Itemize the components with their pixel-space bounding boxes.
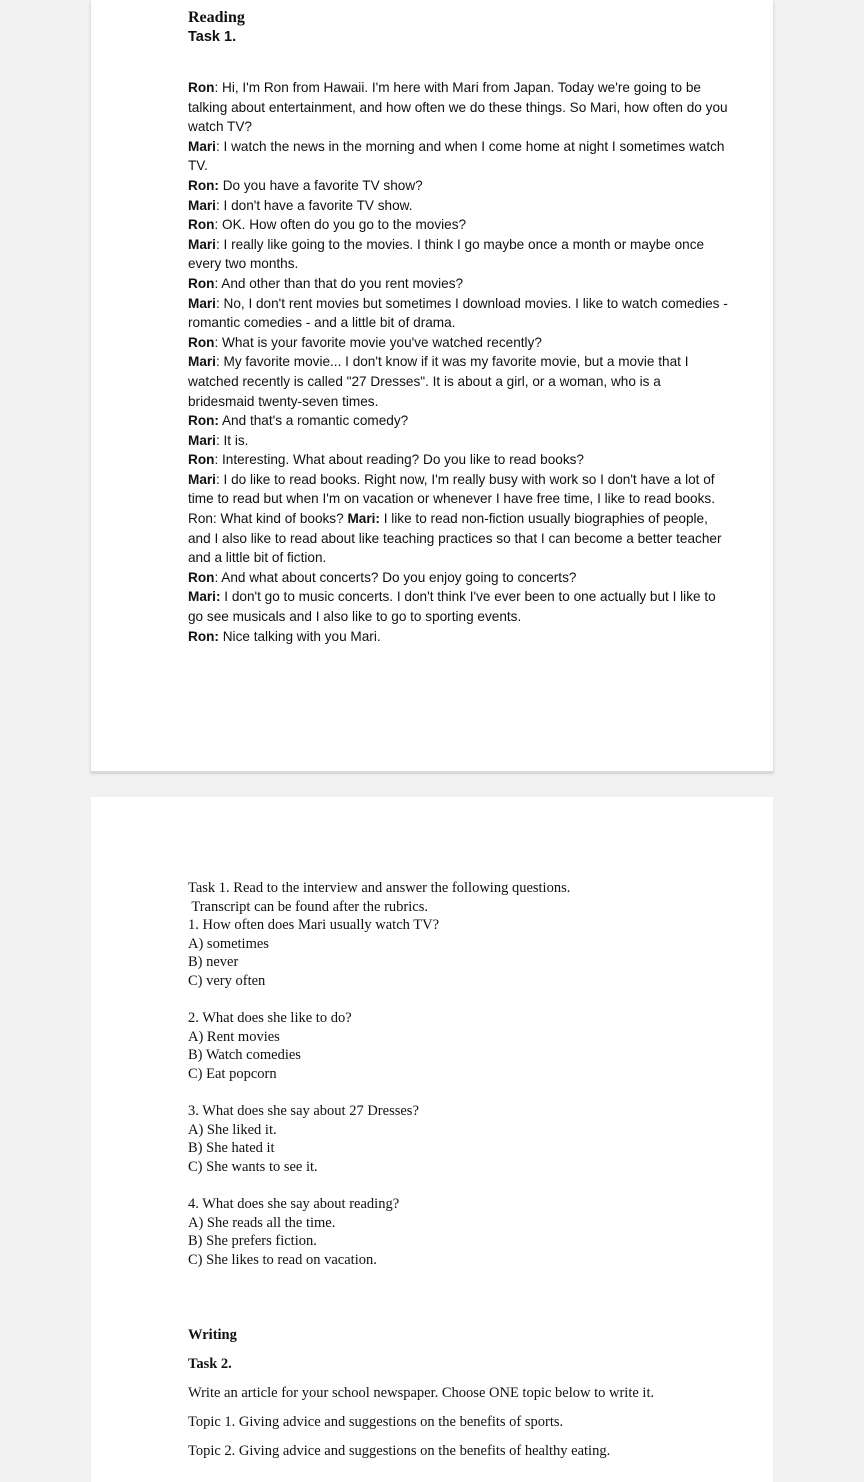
- answer-option: C) She wants to see it.: [188, 1158, 318, 1175]
- question-text: 4. What does she say about reading?: [188, 1196, 400, 1213]
- dialogue-text: Hi, I'm Ron from Hawaii. I'm here with Mari from Japan. Today we're going to be talking about entertainment, and how often we do these things. So Mari, how often do you watch TV?: [188, 80, 728, 135]
- answer-option: A) Rent movies: [188, 1028, 280, 1045]
- speaker-name: Ron: [188, 80, 215, 95]
- writing-section: [188, 1325, 748, 1470]
- dialogue-text: I do like to read books. Right now, I'm really busy with work so I don't have a lot of time to read but when I'm on vacation or whenever I have free time, I like to read books. Ron: What kind of books?: [188, 471, 715, 527]
- answer-option: B) never: [188, 954, 239, 971]
- speaker-separator: :: [215, 471, 224, 487]
- dialogue-line: [188, 587, 730, 626]
- task-1-intro: Task 1. Read to the interview and answer the following questions.: [188, 880, 571, 896]
- dialogue-text: I really like going to the movies. I think I go maybe once a month or maybe once every two months.: [188, 236, 705, 272]
- writing-topic-1: Topic 1. Giving advice and suggestions on the benefits of sports.: [188, 1414, 564, 1430]
- writing-instruction: Write an article for your school newspaper. Choose ONE topic below to write it.: [188, 1385, 655, 1401]
- question-block: [188, 916, 748, 990]
- dialogue-line: [188, 568, 730, 588]
- speaker-separator: :: [215, 295, 224, 311]
- dialogue-text: And other than that do you rent movies?: [221, 275, 464, 291]
- dialogue-line: [188, 431, 730, 451]
- speaker-separator: :: [214, 334, 222, 350]
- speaker-name: Ron: [188, 275, 215, 291]
- dialogue-text: I don't go to music concerts. I don't think I've ever been to one actually but I like to go see musicals and I also like to go to sporting events.: [188, 589, 716, 625]
- dialogue-line: [188, 196, 730, 216]
- task-1-label: Task 1.: [188, 29, 237, 45]
- speaker-separator: :: [215, 432, 224, 448]
- question-text: 2. What does she like to do?: [188, 1010, 352, 1027]
- dialogue-text: Interesting. What about reading? Do you like to read books?: [222, 452, 584, 468]
- speaker-name: Mari: [188, 197, 216, 213]
- speaker-name: Mari: [188, 295, 216, 311]
- answer-option: B) She hated it: [188, 1140, 275, 1157]
- speaker-name: Ron:: [188, 628, 219, 644]
- dialogue-text: What is your favorite movie you've watched recently?: [222, 334, 542, 350]
- answer-option: C) She likes to read on vacation.: [188, 1251, 377, 1268]
- speaker-separator: :: [215, 354, 224, 370]
- dialogue-line: [188, 627, 730, 647]
- dialogue-line: [188, 294, 730, 333]
- speaker-separator: :: [215, 138, 224, 154]
- speaker-name: Ron: [188, 334, 215, 350]
- speaker-separator: :: [214, 217, 222, 233]
- dialogue-text: Do you have a favorite TV show?: [222, 177, 423, 193]
- dialogue-line: [188, 470, 730, 568]
- dialogue-text: I watch the news in the morning and when I come home at night I sometimes watch TV.: [188, 138, 725, 174]
- answer-option: A) She reads all the time.: [188, 1214, 336, 1231]
- dialogue-text: And that's a romantic comedy?: [221, 413, 409, 429]
- task-2-label: Task 2.: [188, 1356, 232, 1372]
- dialogue-text: I like to read non-fiction usually biographies of people, and I also like to read about like teaching practices so that I can become a better teacher and a little bit of fiction.: [188, 511, 722, 566]
- dialogue-line: [188, 235, 730, 274]
- dialogue-line: [188, 176, 730, 196]
- page-divider: [91, 771, 773, 774]
- task-1-questions: [188, 879, 748, 1288]
- document-page-2: [91, 797, 773, 1482]
- speaker-name: Mari: [188, 138, 216, 154]
- question-text: 3. What does she say about 27 Dresses?: [188, 1103, 419, 1120]
- dialogue-text: My favorite movie... I don't know if it was my favorite movie, but a movie that I watched recently is called "27 Dresses". It is about a girl, or a woman, who is a bridesmaid twenty-seven times.: [188, 354, 689, 409]
- document-page-1: [91, 0, 773, 771]
- reading-heading: Reading: [188, 9, 245, 26]
- speaker-separator: :: [215, 236, 224, 252]
- speaker-separator: :: [214, 569, 222, 585]
- answer-option: A) She liked it.: [188, 1121, 277, 1138]
- speaker-separator: :: [215, 197, 224, 213]
- question-list: [188, 916, 748, 1269]
- speaker-name: Mari: [188, 236, 216, 252]
- question-block: [188, 1102, 748, 1176]
- writing-topic-2: Topic 2. Giving advice and suggestions on the benefits of healthy eating.: [188, 1443, 611, 1459]
- speaker-name: Mari: [188, 471, 216, 487]
- speaker-name: Ron:: [188, 177, 219, 193]
- speaker-name: Mari: [188, 432, 216, 448]
- dialogue-line: [188, 78, 730, 137]
- dialogue-line: [188, 137, 730, 176]
- answer-option: B) She prefers fiction.: [188, 1233, 317, 1250]
- answer-option: C) very often: [188, 972, 266, 989]
- speaker-name: Ron: [188, 569, 215, 585]
- dialogue-line: [188, 274, 730, 294]
- task-1-note: Transcript can be found after the rubrics.: [188, 898, 428, 915]
- dialogue-line: [188, 333, 730, 353]
- dialogue-text: Nice talking with you Mari.: [222, 628, 381, 644]
- speaker-separator: :: [214, 452, 222, 468]
- answer-option: C) Eat popcorn: [188, 1065, 277, 1082]
- dialogue-line: [188, 352, 730, 411]
- speaker-name: Mari:: [347, 511, 380, 527]
- dialogue-text: I don't have a favorite TV show.: [223, 197, 413, 213]
- dialogue-text: It is.: [223, 432, 249, 448]
- speaker-name: Mari: [188, 354, 216, 370]
- dialogue-line: [188, 411, 730, 431]
- question-block: [188, 1009, 748, 1083]
- question-block: [188, 1195, 748, 1269]
- dialogue-text: And what about concerts? Do you enjoy going to concerts?: [221, 569, 577, 585]
- speaker-name: Mari:: [188, 589, 221, 605]
- dialogue-line: [188, 215, 730, 235]
- speaker-name: Ron: [188, 452, 215, 468]
- dialogue-text: OK. How often do you go to the movies?: [222, 217, 467, 233]
- answer-option: A) sometimes: [188, 935, 269, 952]
- speaker-name: Ron:: [188, 413, 219, 429]
- dialogue-line: [188, 450, 730, 470]
- interview-transcript: [188, 78, 730, 646]
- speaker-name: Ron: [188, 217, 215, 233]
- writing-heading: Writing: [188, 1327, 237, 1343]
- speaker-separator: :: [214, 80, 222, 95]
- question-text: 1. How often does Mari usually watch TV?: [188, 917, 440, 934]
- speaker-separator: :: [214, 275, 222, 291]
- dialogue-text: No, I don't rent movies but sometimes I download movies. I like to watch comedies - romantic comedies - and a little bit of drama.: [188, 295, 728, 331]
- answer-option: B) Watch comedies: [188, 1047, 301, 1064]
